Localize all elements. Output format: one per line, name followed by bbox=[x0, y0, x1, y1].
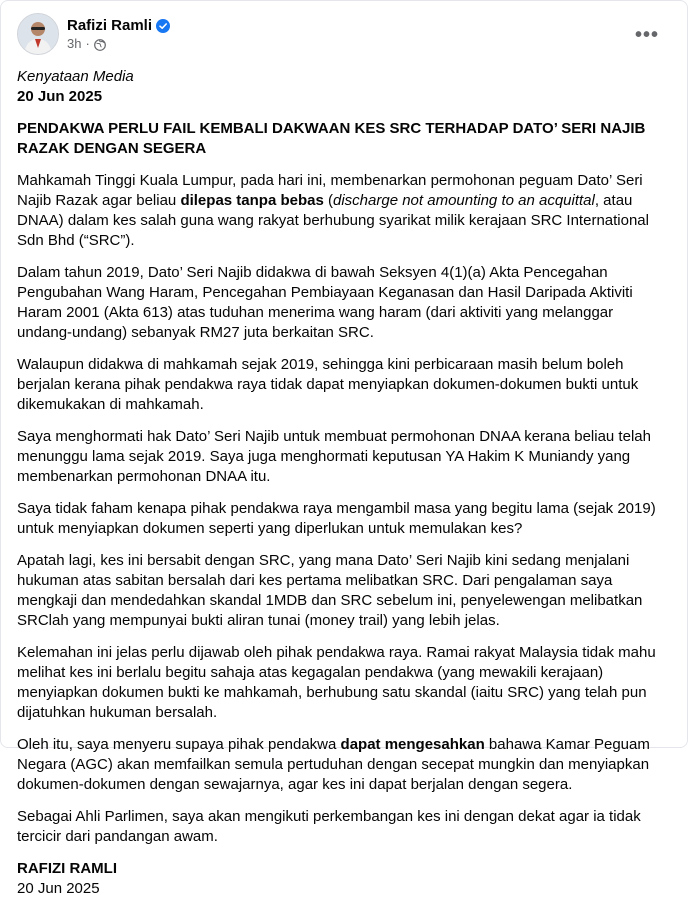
paragraph-9: Sebagai Ahli Parlimen, saya akan mengikuti perkembangan kes ini dengan dekat agar ia tidak tercicir dari pandangan awam. bbox=[17, 808, 641, 845]
paragraph-1-italic: discharge not amounting to an acquittal bbox=[333, 192, 595, 209]
post-timestamp[interactable]: 3h bbox=[67, 36, 82, 51]
more-options-button[interactable] bbox=[629, 21, 665, 49]
paragraph-6: Apatah lagi, kes ini bersabit dengan SRC, yang mana Dato’ Seri Najib kini sedang menjalani hukuman atas sabitan bersalah dari kes pertama melibatkan SRC. Dari pengalaman saya mengkaji dan mendedahkan skandal 1MDB dan SRC sebelum ini, penyelewengan melibatkan SRClah yang mempunyai bukti aliran tunai (money trail) yang lebih jelas. bbox=[17, 552, 643, 629]
verified-badge-icon bbox=[156, 19, 170, 33]
more-horizontal-icon: ••• bbox=[634, 24, 659, 46]
author-name[interactable]: Rafizi Ramli bbox=[67, 17, 153, 34]
signature-name: RAFIZI RAMLI bbox=[17, 860, 117, 877]
paragraph-4: Saya menghormati hak Dato’ Seri Najib untuk membuat permohonan DNAA kerana beliau telah menunggu lama sejak 2019. Saya juga menghormati keputusan YA Hakim K Muniandy yang membenarkan permohonan DNAA itu. bbox=[17, 428, 651, 485]
post-headline: PENDAKWA PERLU FAIL KEMBALI DAKWAAN KES SRC TERHADAP DATO’ SERI NAJIB RAZAK DENGAN SEGERA bbox=[17, 120, 646, 157]
separator-dot: · bbox=[85, 36, 90, 51]
post-body bbox=[17, 67, 671, 899]
post-kicker: Kenyataan Media bbox=[17, 68, 134, 85]
post-subline bbox=[67, 36, 170, 51]
paragraph-1-text-a: Mahkamah Tinggi Kuala Lumpur, pada hari ini, membenarkan permohonan peguam Dato’ Seri Najib Razak agar beliau bbox=[17, 172, 643, 209]
paragraph-8-text-c: bahawa Kamar Peguam Negara (AGC) akan memfailkan semula pertuduhan dengan secepat mungkin dan menyiapkan dokumen-dokumen dengan sewajarnya, agar kes ini dapat berjalan dengan segera. bbox=[17, 736, 650, 793]
paragraph-8-bold: dapat mengesahkan bbox=[340, 736, 485, 753]
post-meta bbox=[67, 17, 170, 51]
post-date: 20 Jun 2025 bbox=[17, 88, 103, 105]
paragraph-7: Kelemahan ini jelas perlu dijawab oleh pihak pendakwa raya. Ramai rakyat Malaysia tidak mahu melihat kes ini berlalu begitu sahaja atas kegagalan pendakwa (yang mewakili kerajaan) menyiapkan dokumen bukti ke mahkamah, berhubung satu skandal (iaitu SRC) yang telah pun dijatuhkan hukuman bersalah. bbox=[17, 644, 656, 721]
paragraph-2: Dalam tahun 2019, Dato’ Seri Najib didakwa di bawah Seksyen 4(1)(a) Akta Pencegahan Pengubahan Wang Haram, Pencegahan Pembiayaan Keganasan dan Hasil Daripada Aktiviti Haram 2001 (Akta 613) atas tuduhan menerima wang haram (dari aktiviti yang melanggar undang-undang) sebanyak RM27 juta berkaitan SRC. bbox=[17, 264, 633, 341]
paragraph-1-text-e: , atau DNAA) dalam kes salah guna wang rakyat berhubung syarikat milik kerajaan SRC International Sdn Bhd (“SRC”). bbox=[17, 192, 649, 249]
author-row bbox=[67, 17, 170, 34]
globe-icon[interactable] bbox=[94, 38, 106, 50]
paragraph-1 bbox=[17, 171, 671, 251]
paragraph-5: Saya tidak faham kenapa pihak pendakwa raya mengambil masa yang begitu lama (sejak 2019) untuk menyiapkan dokumen seperti yang diperlukan untuk memulakan kes? bbox=[17, 500, 656, 537]
paragraph-1-bold: dilepas tanpa bebas bbox=[180, 192, 324, 209]
author-avatar[interactable] bbox=[17, 13, 59, 55]
paragraph-8-text-a: Oleh itu, saya menyeru supaya pihak pendakwa bbox=[17, 736, 341, 753]
paragraph-8 bbox=[17, 735, 671, 795]
signature-date: 20 Jun 2025 bbox=[17, 880, 100, 897]
paragraph-3: Walaupun didakwa di mahkamah sejak 2019, sehingga kini perbicaraan masih belum boleh berjalan kerana pihak pendakwa raya tidak dapat menyiapkan dokumen-dokumen bukti untuk dikemukakan di mahkamah. bbox=[17, 356, 639, 413]
paragraph-1-text-c: ( bbox=[323, 192, 333, 209]
post-header bbox=[17, 1, 671, 67]
